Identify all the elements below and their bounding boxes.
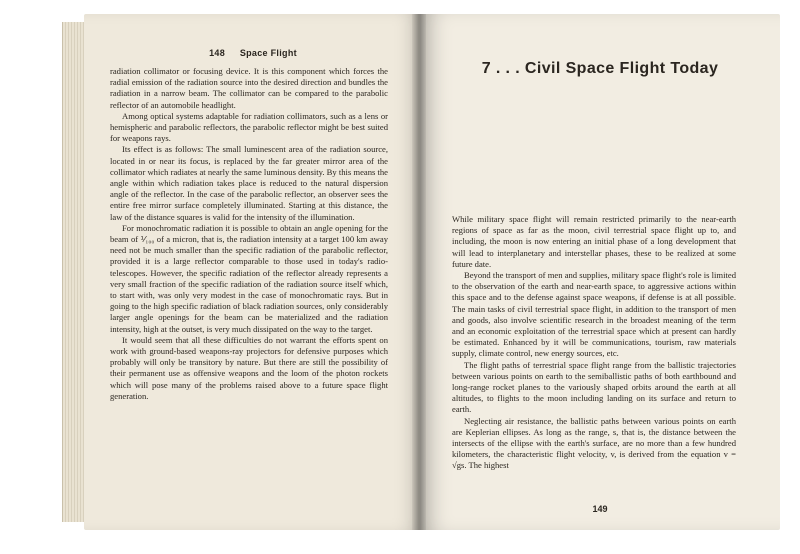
left-page (84, 14, 422, 530)
paragraph: It would seem that all these difficulties do not warrant the efforts spent on work with ground-based weapons-ray projectors for defensive purposes which probably will only be transitory by nature. But there are still the possibility of their permanent use as offensive weapons and the loom of the photon rockets which will pose many of the problems raised above to a future space flight generation. (110, 334, 388, 401)
paragraph: Beyond the transport of men and supplies, military space flight's role is limited to the observation of the earth and near-earth space, to aggressive actions within this space and to the defense against space weapons, if defense is at all possible. The main tasks of civil terrestrial space flight, in addition to the transport of men and goods, also involve scientific research in the broadest meaning of the term and an economic exploitation of the terrestrial space which at present can hardly be estimated. Enhanced by it will be communications, tourism, raw materials supply, climate control, new energy sources, etc. (452, 270, 736, 359)
paragraph: Neglecting air resistance, the ballistic paths between various points on earth are Keplerian ellipses. As long as the range, s, that is, the distance between the intersects of the ellipse with the earth's surface, are no more than a few hundred kilometers, the characteristic flight velocity, v, is derived from the equation v = √gs. The highest (452, 415, 736, 471)
right-body-text (452, 214, 736, 472)
left-body-text (110, 66, 388, 402)
paragraph: While military space flight will remain restricted primarily to the near-earth regions of space as far as the moon, civil terrestrial space flight up to, and including, the moon is now entering an initial phase of a long development that will lead to interplanetary and interstellar phases, these to be realized at some future date. (452, 214, 736, 269)
paragraph: The flight paths of terrestrial space flight range from the ballistic trajectories between various points on earth to the semiballistic paths of both earthbound and long-range rocket planes to the variously shaped orbits around the earth at all altitudes, to flights to the moon including landing on its surface and return to earth. (452, 359, 736, 415)
book-gutter (412, 14, 426, 530)
page-number: 149 (592, 504, 608, 514)
paragraph: radiation collimator or focusing device. It is this component which forces the radial emission of the radiation source into the desired direction and bundles the radiation in a narrow beam. The collimator can be compared to the parabolic reflector of an automobile headlight. (110, 66, 388, 110)
chapter-title: 7 . . . Civil Space Flight Today (481, 60, 719, 77)
page-number: 148 (209, 48, 225, 58)
running-title: Space Flight (239, 48, 297, 58)
right-page (420, 14, 780, 530)
paragraph: Its effect is as follows: The small luminescent area of the radiation source, located in or near its focus, is replaced by the far greater mirror area of the collimator which radiates at nearly the same luminous density. By this means the angle within which radiation takes place is reduced to the natural dispersion angle of the reflector. In the case of the parabolic reflector, an observer sees the entire free mirror surface completely illuminated. Starting at this distance, the law of the distance squares is valid for the intensity of the illumination. (110, 144, 388, 222)
running-head (84, 48, 422, 58)
paragraph: Among optical systems adaptable for radiation collimators, such as a lens or hemispheric and parabolic reflectors, the parabolic reflector might be best suited for weapons rays. (110, 110, 388, 144)
paragraph: For monochromatic radiation it is possible to obtain an angle opening for the beam of ⅟₁₀₀ of a micron, that is, the radiation intensity at a target 100 km away need not be much smaller than the specific radiation of the parabolic reflector, provided it is a large reflector comparable to those used in today's radio-telescopes. However, the specific radiation of the reflector already represents a very small fraction of the specific radiation of the radiation source itself which, to start with, was only very modest in the case of monochromatic rays. But in going to the high specific radiation of black radiation sources, only considerably larger angle openings for the beam can be materialized and the radiation intensity, high at the outset, is very much dissipated on the way to the target. (110, 222, 388, 334)
